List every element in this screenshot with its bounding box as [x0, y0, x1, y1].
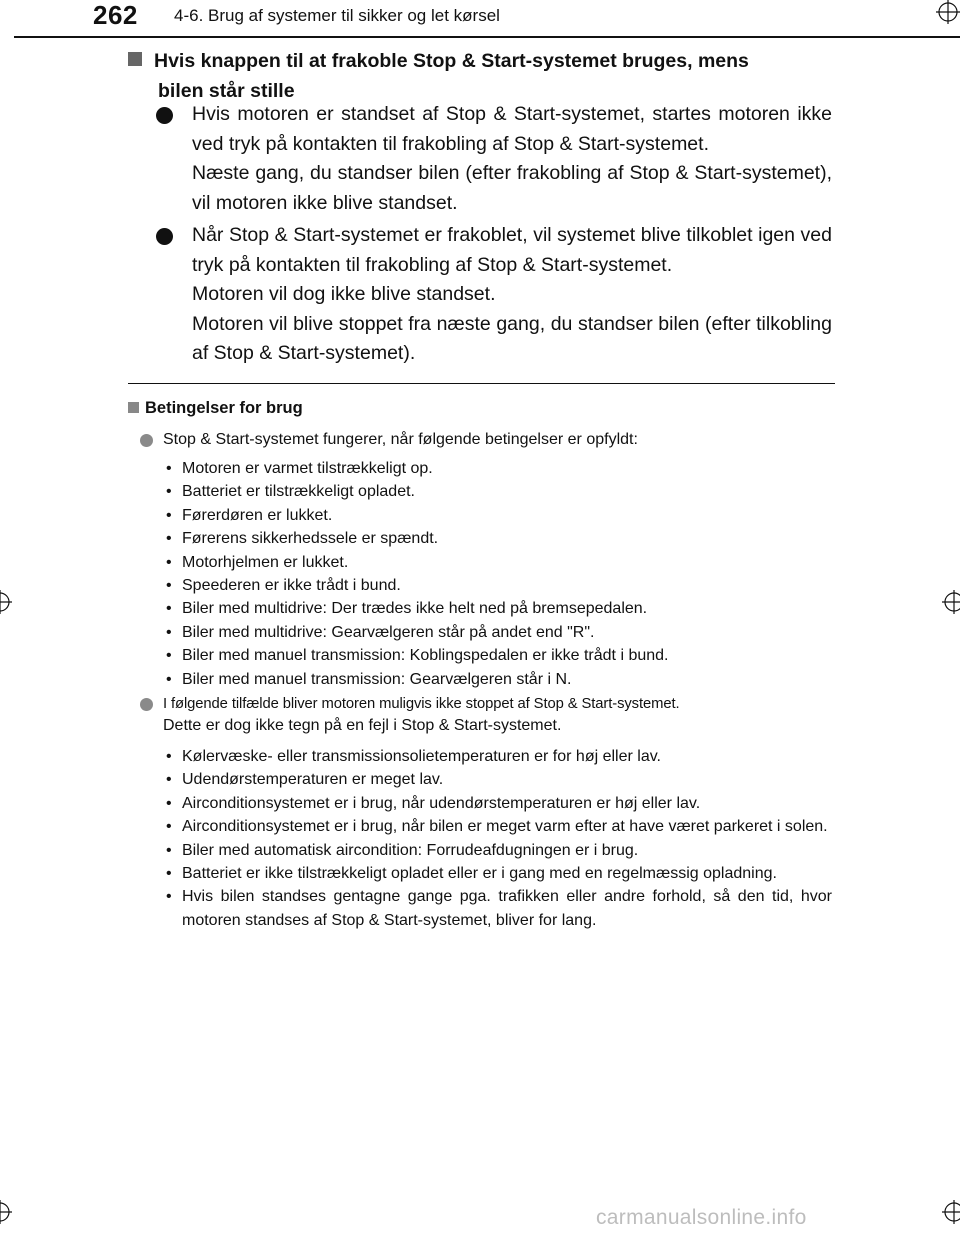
- crop-mark-icon: [942, 590, 960, 614]
- list-item: • Biler med manuel transmission: Gearvælgeren står i N.: [166, 670, 572, 688]
- square-bullet-icon: [128, 402, 139, 413]
- round-bullet-icon: [156, 107, 173, 124]
- list-item: • Førerens sikkerhedssele er spændt.: [166, 530, 439, 548]
- list-item: • Motoren er varmet tilstrækkeligt op.: [166, 460, 433, 477]
- list-item: • Biler med automatisk aircondition: Forrudeafdugningen er i brug.: [166, 841, 639, 859]
- bullet-text: I følgende tilfælde bliver motoren muligvis ikke stoppet af Stop & Start-systemet.: [163, 696, 680, 712]
- section-title: 4-6. Brug af systemer til sikker og let kørsel: [174, 6, 500, 25]
- square-bullet-icon: [128, 52, 142, 66]
- page-header: [0, 0, 960, 40]
- list-item: • Airconditionsystemet er i brug, når bilen er meget varm efter at have været parkeret i solen.: [166, 818, 828, 836]
- paragraph: Når Stop & Start-systemet er frakoblet, vil systemet blive tilkoblet igen ved tryk på kontakten til frakobling af Stop & Start-systemet.: [192, 224, 832, 276]
- main-bullet: [156, 221, 832, 369]
- section-divider: [128, 383, 835, 384]
- list-item: • Biler med multidrive: Gearvælgeren står på andet end "R".: [166, 623, 595, 641]
- header-rule: [14, 36, 960, 38]
- conditions-bullet: [140, 693, 832, 737]
- list-item: • Biler med manuel transmission: Koblingspedalen er ikke trådt i bund.: [166, 647, 669, 665]
- crop-mark-icon: [936, 0, 960, 24]
- crop-mark-icon: [0, 590, 12, 614]
- watermark: carmanualsonline.info: [596, 1206, 807, 1229]
- crop-mark-icon: [0, 1200, 12, 1224]
- conditions-heading: [128, 399, 303, 418]
- conditions-bullet: [140, 429, 832, 451]
- main-heading-line1: Hvis knappen til at frakoble Stop & Start-systemet bruges, mens: [154, 50, 749, 72]
- round-bullet-icon: [140, 434, 153, 447]
- bullet-text: Stop & Start-systemet fungerer, når følgende betingelser er opfyldt:: [163, 431, 638, 448]
- list-item: • Motorhjelmen er lukket.: [166, 553, 349, 571]
- main-heading-line2: bilen står stille: [158, 80, 295, 102]
- conditions-list: [164, 457, 832, 691]
- round-bullet-icon: [156, 228, 173, 245]
- list-item: • Batteriet er tilstrækkeligt opladet.: [166, 483, 415, 501]
- list-item: • Batteriet er ikke tilstrækkeligt opladet eller er i gang med en regelmæssig opladning.: [166, 865, 777, 883]
- list-item: • Kølervæske- eller transmissionsolietemperaturen er for høj eller lav.: [166, 748, 661, 765]
- crop-mark-icon: [942, 1200, 960, 1224]
- list-item: • Biler med multidrive: Der trædes ikke helt ned på bremsepedalen.: [166, 600, 648, 618]
- main-heading: [128, 46, 833, 106]
- list-item: • Udendørstemperaturen er meget lav.: [166, 771, 444, 789]
- paragraph: Motoren vil blive stoppet fra næste gang, du standser bilen (efter tilkobling af Stop & Start-systemet).: [192, 312, 832, 364]
- page-number: 262: [93, 0, 138, 30]
- paragraph: Motoren vil dog ikke blive standset.: [192, 283, 496, 305]
- list-item: • Airconditionsystemet er i brug, når udendørstemperaturen er høj eller lav.: [166, 794, 701, 812]
- list-item: • Hvis bilen standses gentagne gange pga. trafikken eller andre forhold, så den tid, hvor motoren standses af Stop & Start-systemet, bliver for lang.: [166, 888, 832, 929]
- bullet-text: Dette er dog ikke tegn på en fejl i Stop & Start-systemet.: [163, 717, 562, 734]
- list-item: • Førerdøren er lukket.: [166, 506, 333, 524]
- paragraph: Hvis motoren er standset af Stop & Start-systemet, startes motoren ikke ved tryk på kontakten til frakobling af Stop & Start-systemet.: [192, 103, 832, 155]
- paragraph: Næste gang, du standser bilen (efter frakobling af Stop & Start-systemet), vil motoren ikke blive standset.: [192, 162, 832, 214]
- main-bullet: [156, 100, 832, 218]
- exceptions-list: [164, 745, 832, 932]
- conditions-heading-text: Betingelser for brug: [145, 399, 303, 417]
- round-bullet-icon: [140, 698, 153, 711]
- list-item: • Speederen er ikke trådt i bund.: [166, 577, 401, 595]
